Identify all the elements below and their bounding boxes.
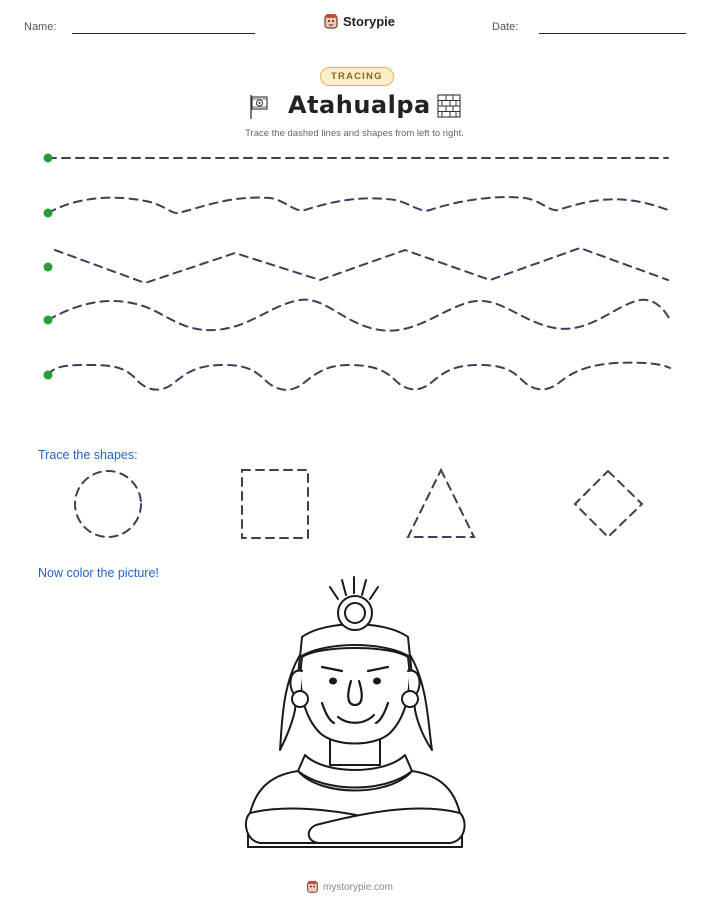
mascot-icon <box>323 13 339 30</box>
tracing-badge: TRACING <box>320 67 394 86</box>
trace-line-wave-3 <box>48 363 670 390</box>
trace-line-zigzag <box>55 248 668 283</box>
start-dot-3 <box>44 263 53 272</box>
mascot-icon <box>306 880 319 894</box>
date-label: Date: <box>492 21 519 33</box>
color-heading: Now color the picture! <box>38 566 159 580</box>
start-dot-5 <box>44 371 53 380</box>
trace-line-wave-1 <box>48 197 668 213</box>
name-line[interactable] <box>72 33 255 34</box>
start-dot-2 <box>44 209 53 218</box>
atahualpa-coloring-picture <box>230 575 480 855</box>
brick-wall-icon <box>437 94 461 118</box>
name-label: Name: <box>24 21 57 33</box>
trace-shapes <box>0 460 709 550</box>
start-dot-1 <box>44 154 53 163</box>
brand-name: Storypie <box>343 14 396 29</box>
footer <box>306 880 393 894</box>
brand-logo <box>323 13 395 30</box>
date-line[interactable] <box>539 33 686 34</box>
trace-circle <box>75 471 141 537</box>
flag-icon <box>248 94 270 120</box>
trace-diamond <box>575 471 642 537</box>
trace-triangle <box>408 470 474 537</box>
trace-square <box>242 470 308 538</box>
start-dot-4 <box>44 316 53 325</box>
page-title: Atahualpa <box>288 91 431 119</box>
trace-line-wave-2 <box>48 300 670 331</box>
tracing-lines <box>0 140 709 400</box>
shapes-heading: Trace the shapes: <box>38 448 138 462</box>
instructions: Trace the dashed lines and shapes from left to right. <box>245 128 464 139</box>
footer-site-link[interactable]: mystorypie.com <box>323 881 394 893</box>
